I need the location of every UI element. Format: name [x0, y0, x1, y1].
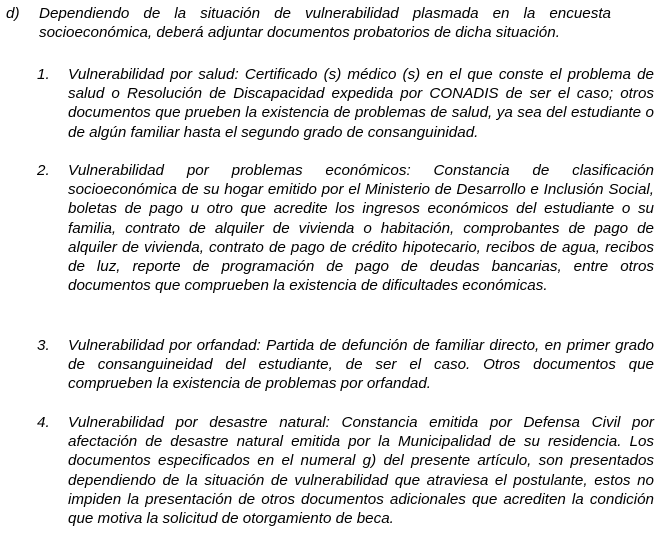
- list-item-economic-text: Vulnerabilidad por problemas económicos: Constancia de clasificación socioeconómica de su hogar emitido por el Ministerio de Desarrollo e Inclusión Social, boletas de pago u otro que acredite los ingresos económicos del estudiante o su familia, contrato de alquiler de vivienda o habitación, comprobantes de pago de alquiler de vivienda, contrato de pago de crédito hipotecario, recibos de agua, recibos de luz, reporte de programación de pago de deudas bancarias, entre otros documentos que comprueben la existencia de dificultades económicas.: [68, 162, 654, 295]
- list-item-disaster-text: Vulnerabilidad por desastre natural: Constancia emitida por Defensa Civil por afectación de desastre natural emitida por la Municipalidad de su residencia. Los documentos especificados en el numeral g) del presente artículo, son presentados dependiendo de la situación de vulnerabilidad que atraviesa el postulante, estos no impiden la presentación de otros documentos adicionales que acrediten la condición que motiva la solicitud de otorgamiento de beca.: [68, 414, 654, 528]
- section-marker: d): [6, 5, 20, 22]
- section-intro-text: Dependiendo de la situación de vulnerabilidad plasmada en la encuesta socioeconómica, deberá adjuntar documentos probatorios de dicha situación.: [39, 5, 611, 42]
- list-item-number: 2.: [37, 162, 50, 179]
- list-item-number: 4.: [37, 414, 50, 431]
- list-item-number: 3.: [37, 337, 50, 354]
- list-item-health-text: Vulnerabilidad por salud: Certificado (s) médico (s) en el que conste el problema de salud o Resolución de Discapacidad expedida por CONADIS de ser el caso; otros documentos que prueben la existencia de problemas de salud, ya sea del estudiante o de algún familiar hasta el segundo grado de consanguinidad.: [68, 66, 654, 141]
- list-item-orphanhood-text: Vulnerabilidad por orfandad: Partida de defunción de familiar directo, en primer grado de consanguineidad del estudiante, de ser el caso. Otros documentos que comprueben la existencia de problemas por orfandad.: [68, 337, 654, 393]
- list-item-number: 1.: [37, 66, 50, 83]
